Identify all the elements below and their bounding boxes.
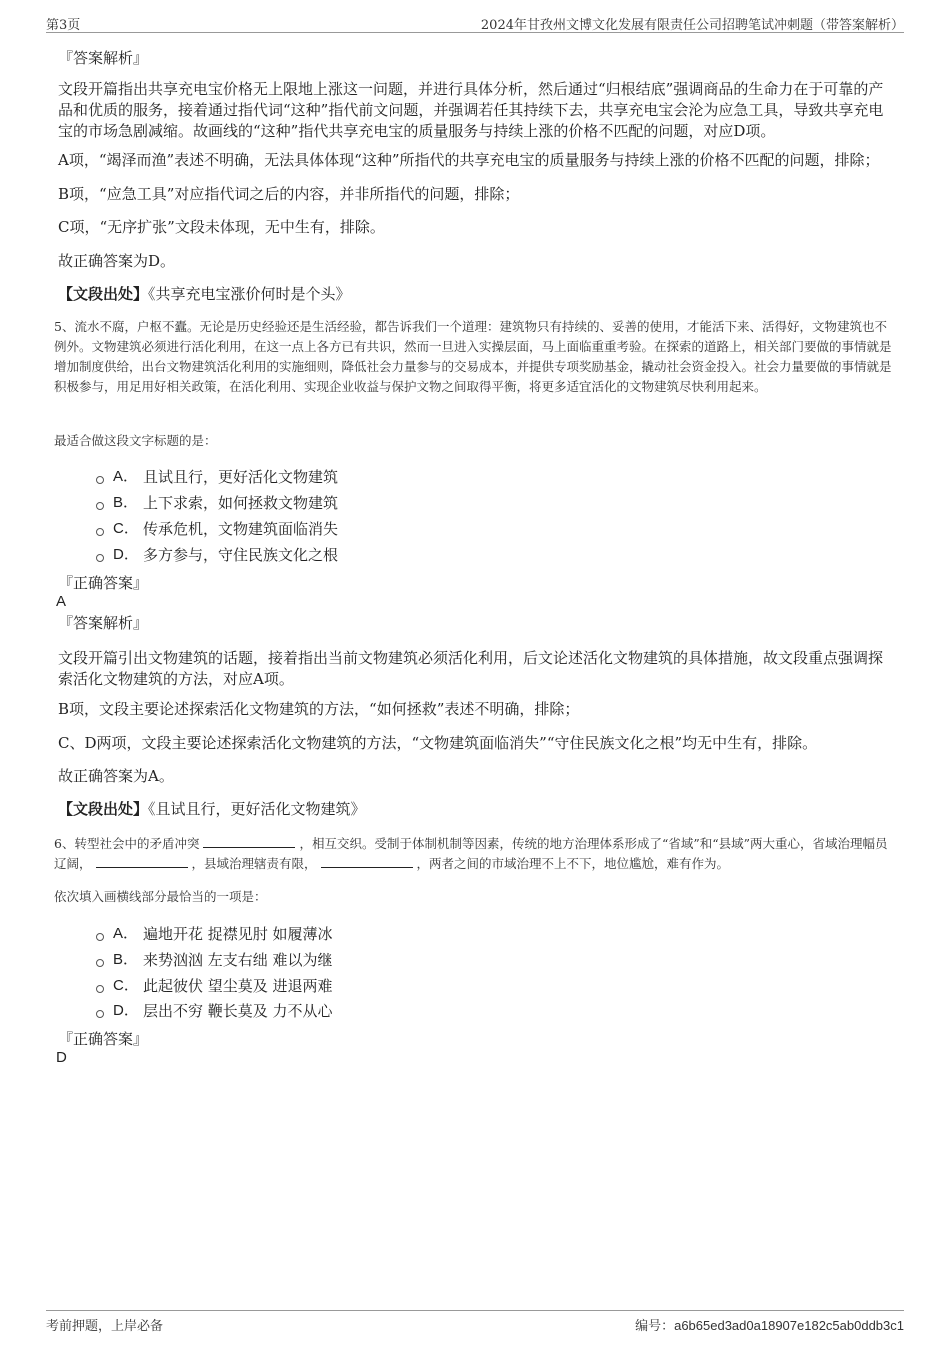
q5-stem: 5、流水不腐，户枢不蠹。无论是历史经验还是生活经验，都告诉我们一个道理：建筑物只有持续的、妥善的使用，才能活下来、活得好，文物建筑也不例外。文物建筑必须进行活化利用，在这一点上各方已有共识，然而一旦进入实操层面，马上面临重重考验。在探索的道路上，相关部门要做的事情就是增加制度供给，出台文物建筑活化利用的实施细则，降低社会力量参与的交易成本，并提供专项奖励基金，撬动社会资金投入。社会力量要做的事情就是积极参与，用足用好相关政策，在活化利用、实现企业收益与保护文物之间取得平衡，将更多适宜活化的文物建筑尽快利用起来。 — [54, 319, 892, 394]
page-header — [46, 12, 904, 33]
radio-icon[interactable] — [96, 476, 104, 484]
radio-icon[interactable] — [96, 959, 104, 967]
q5-analysis-label: 『答案解析』 — [58, 614, 149, 632]
q5-option-b[interactable]: B． 上下求索，如何拯救文物建筑 — [96, 493, 338, 513]
q5-answer-label: 『正确答案』 — [58, 574, 149, 592]
q4-conclusion: 故正确答案为D。 — [58, 252, 176, 270]
q4-source-title: 《共享充电宝涨价何时是个头》 — [148, 285, 351, 303]
q6-option-a[interactable]: A． 遍地开花 捉襟见肘 如履薄冰 — [96, 924, 333, 944]
page-footer — [46, 1310, 904, 1333]
q6-option-c[interactable]: C． 此起彼伏 望尘莫及 进退两难 — [96, 976, 333, 996]
q5-source-label: 【文段出处】 — [58, 800, 149, 818]
q4-source-label: 【文段出处】 — [58, 285, 149, 303]
radio-icon[interactable] — [96, 933, 104, 941]
q5-answer: A — [56, 593, 67, 610]
q6-option-d[interactable]: D． 层出不穷 鞭长莫及 力不从心 — [96, 1001, 333, 1021]
fill-blank-1[interactable] — [203, 835, 295, 848]
q5-conclusion: 故正确答案为A。 — [58, 767, 174, 785]
q5-source-title: 《且试且行，更好活化文物建筑》 — [148, 800, 366, 818]
q6-option-b[interactable]: B． 来势汹汹 左支右绌 难以为继 — [96, 950, 333, 970]
radio-icon[interactable] — [96, 502, 104, 510]
q4-analysis-option-c: C项，“无序扩张”文段未体现，无中生有，排除。 — [58, 218, 385, 236]
fill-blank-3[interactable] — [321, 855, 413, 868]
radio-icon[interactable] — [96, 1010, 104, 1018]
q5-option-a[interactable]: A． 且试且行，更好活化文物建筑 — [96, 467, 338, 487]
q6-stem: 6、转型社会中的矛盾冲突 ，相互交织。受制于体制机制等因素，传统的地方治理体系形成了“省域”和“县域”两大重心，省域治理幅员辽阔， ，县域治理辖责有限， ，两者之间的市域治理不上不下，地位尴尬，难有作为。 — [54, 836, 888, 871]
document-code: 编号：a6b65ed3ad0a18907e182c5ab0ddb3c1 — [635, 1318, 904, 1334]
q6-answer: D — [56, 1049, 67, 1066]
q5-question: 最适合做这段文字标题的是： — [54, 433, 217, 448]
q5-analysis-paragraph: 文段开篇引出文物建筑的话题，接着指出当前文物建筑必须活化利用，后文论述活化文物建筑的具体措施，故文段重点强调探索活化文物建筑的方法，对应A项。 — [58, 649, 884, 688]
footer-slogan: 考前押题，上岸必备 — [46, 1319, 164, 1334]
q4-analysis-option-a: A项，“竭泽而渔”表述不明确，无法具体体现“这种”所指代的共享充电宝的质量服务与持续上涨的价格不匹配的问题，排除； — [58, 151, 880, 169]
q6-question: 依次填入画横线部分最恰当的一项是： — [54, 889, 267, 904]
q5-option-c[interactable]: C． 传承危机，文物建筑面临消失 — [96, 519, 338, 539]
radio-icon[interactable] — [96, 985, 104, 993]
q5-analysis-option-cd: C、D两项，文段主要论述探索活化文物建筑的方法，“文物建筑面临消失”“守住民族文化之根”均无中生有，排除。 — [58, 734, 818, 752]
q5-source — [58, 799, 894, 819]
q4-analysis-paragraph: 文段开篇指出共享充电宝价格无上限地上涨这一问题，并进行具体分析，然后通过“归根结底”强调商品的生命力在于可靠的产品和优质的服务，接着通过指代词“这种”指代前文问题，并强调若任其持续下去，共享充电宝会沦为应急工具，导致共享充电宝的市场急剧减缩。故画线的“这种”指代共享充电宝的质量服务与持续上涨的价格不匹配的问题，对应D项。 — [58, 80, 884, 140]
fill-blank-2[interactable] — [96, 855, 188, 868]
radio-icon[interactable] — [96, 554, 104, 562]
q4-analysis-label: 『答案解析』 — [58, 49, 149, 67]
q5-analysis-option-b: B项，文段主要论述探索活化文物建筑的方法，“如何拯救”表述不明确，排除； — [58, 700, 580, 718]
radio-icon[interactable] — [96, 528, 104, 536]
q4-analysis-option-b: B项，“应急工具”对应指代词之后的内容，并非所指代的问题，排除； — [58, 185, 520, 203]
q4-source — [58, 284, 894, 304]
q5-option-d[interactable]: D． 多方参与，守住民族文化之根 — [96, 545, 338, 565]
q6-answer-label: 『正确答案』 — [58, 1030, 149, 1048]
page-number: 第3页 — [46, 18, 81, 33]
document-title: 2024年甘孜州文博文化发展有限责任公司招聘笔试冲刺题（带答案解析） — [480, 18, 904, 33]
